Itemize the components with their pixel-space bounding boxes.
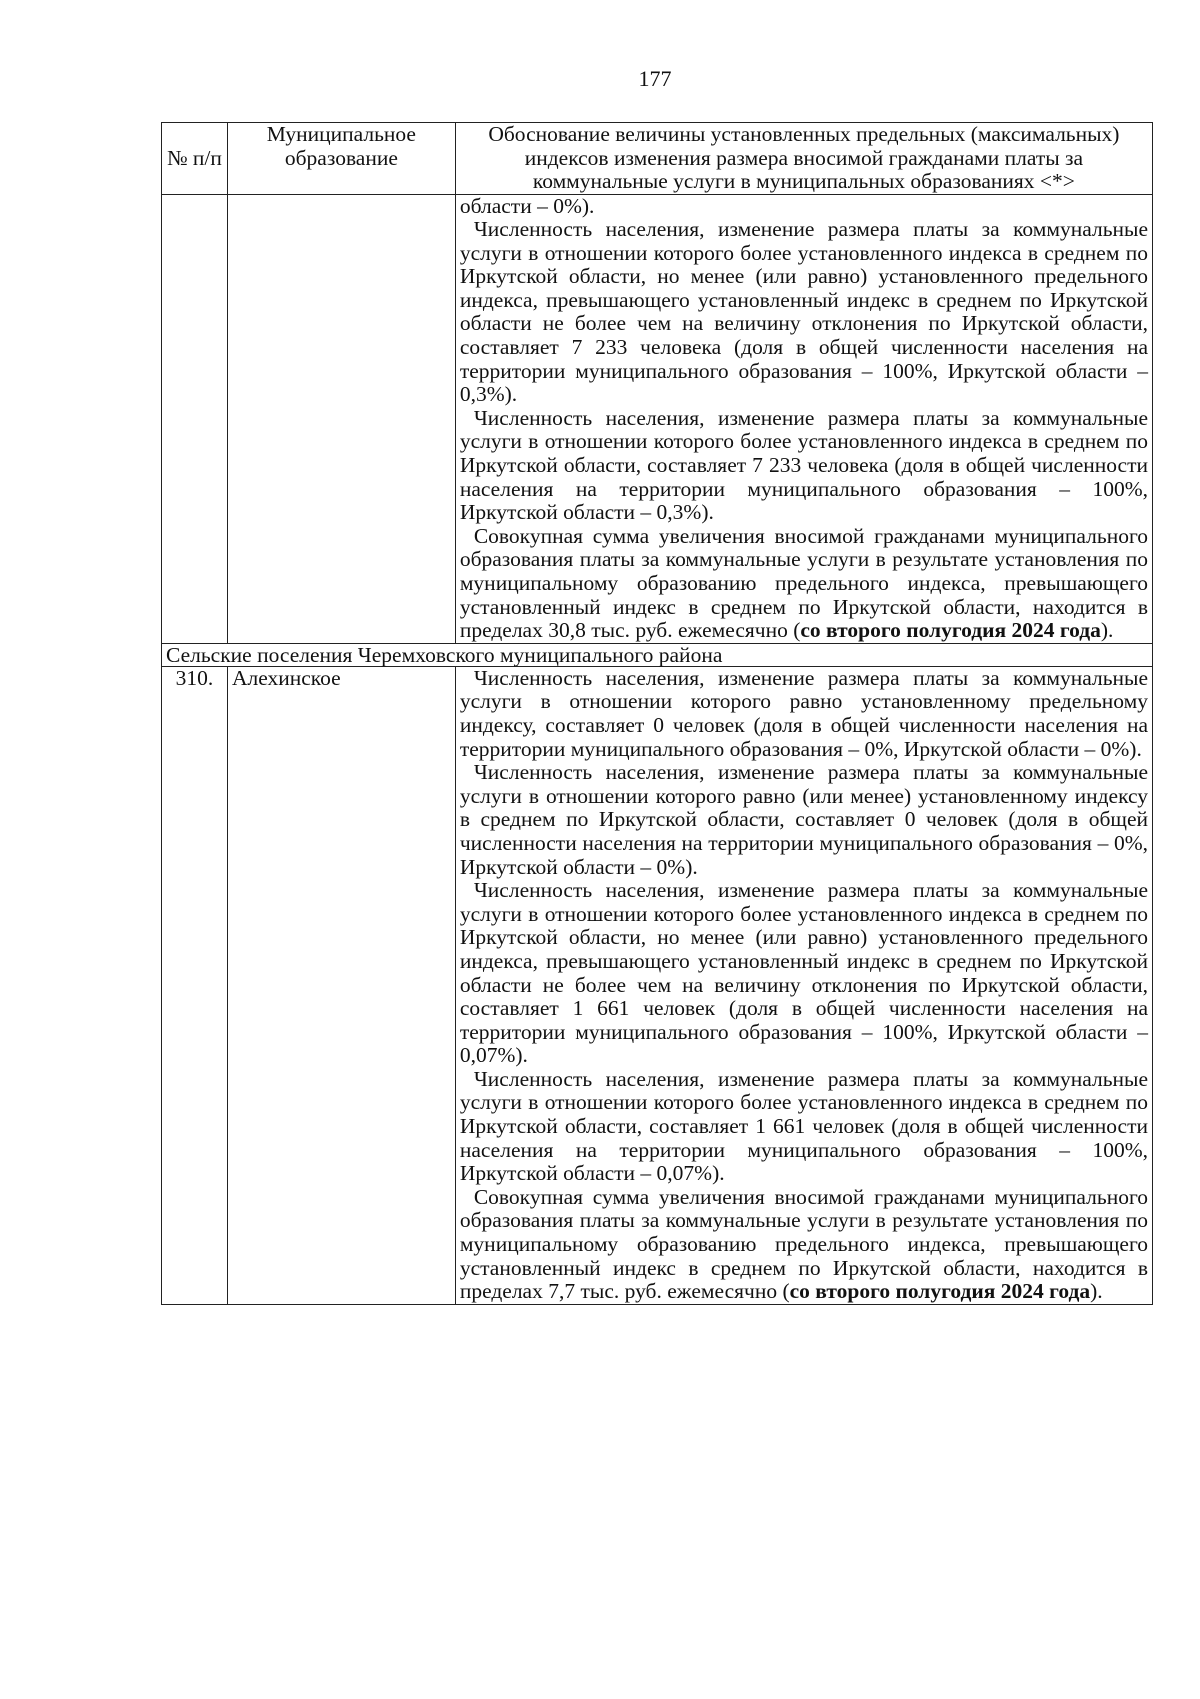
- total-period: со второго полугодия 2024 года: [800, 618, 1101, 643]
- paragraph: Численность населения, изменение размера платы за коммунальные услуги в отношении которого более установленного индекса в среднем по Иркутской области, составляет 7 233 человека (доля в общей численности населения на территории муниципального образования – 100%, Иркутской области – 0,3%).: [459, 405, 1148, 525]
- row-310-text-cell: [455, 666, 1152, 1304]
- table-row-310: [162, 666, 1153, 1304]
- municipality-name: Алехинское: [227, 666, 455, 1304]
- paragraph: Численность населения, изменение размера платы за коммунальные услуги в отношении которого более установленного индекса в среднем по Иркутской области, составляет 1 661 человек (доля в общей численности населения на территории муниципального образования – 100%, Иркутской области – 0,07%).: [459, 1066, 1148, 1186]
- header-justification: Обоснование величины установленных предельных (максимальных) индексов изменения размера вносимой гражданами платы за коммунальные услуги в муниципальных образованиях <*>: [455, 123, 1152, 195]
- paragraph: области – 0%).: [459, 193, 595, 218]
- total-period: со второго полугодия 2024 года: [789, 1279, 1091, 1304]
- continued-number-cell: [162, 194, 228, 643]
- continued-name-cell: [227, 194, 455, 643]
- header-number: № п/п: [162, 123, 228, 195]
- total-text: Совокупная сумма увеличения вносимой гражданами муниципального образования платы за коммунальные услуги в результате установления по муниципальному образованию предельного индекса, превышающего установленный индекс в среднем по Иркутской области, находится в пределах 30,8 тыс. руб. ежемесячно (: [459, 523, 1148, 643]
- table-row-continued: [162, 194, 1153, 643]
- continued-text-cell: [455, 194, 1152, 643]
- total-end: ).: [1100, 618, 1114, 643]
- paragraph: Численность населения, изменение размера платы за коммунальные услуги в отношении которого равно установленному предельному индексу, составляет 0 человек (доля в общей численности населения на территории муниципального образования – 0%, Иркутской области – 0%).: [459, 665, 1148, 761]
- total-end: ).: [1090, 1279, 1103, 1304]
- row-number: 310.: [162, 666, 228, 1304]
- paragraph: Численность населения, изменение размера платы за коммунальные услуги в отношении которого равно (или менее) установленному индексу в среднем по Иркутской области, составляет 0 человек (доля в общей численности населения на территории муниципального образования – 0%, Иркутской области – 0%).: [459, 760, 1148, 879]
- justification-table: [161, 122, 1153, 1305]
- total-text: Совокупная сумма увеличения вносимой гражданами муниципального образования платы за коммунальные услуги в результате установления по муниципальному образованию предельного индекса, превышающего установленный индекс в среднем по Иркутской области, находится в пределах 7,7 тыс. руб. ежемесячно (: [459, 1184, 1148, 1304]
- paragraph-total: [460, 525, 1148, 643]
- paragraph: Численность населения, изменение размера платы за коммунальные услуги в отношении которого более установленного индекса в среднем по Иркутской области, но менее (или равно) установленного предельного индекса, превышающего установленный индекс в среднем по Иркутской области не более чем на величину отклонения по Иркутской области, составляет 1 661 человек (доля в общей численности населения на территории муниципального образования – 100%, Иркутской области – 0,07%).: [459, 878, 1148, 1068]
- section-row: [162, 643, 1153, 666]
- paragraph-total: [460, 1186, 1148, 1304]
- header-municipality: Муниципальное образование: [227, 123, 455, 195]
- page-number: 177: [638, 66, 672, 91]
- table-header-row: [162, 123, 1153, 195]
- paragraph: Численность населения, изменение размера платы за коммунальные услуги в отношении которого более установленного индекса в среднем по Иркутской области, но менее (или равно) установленного предельного индекса, превышающего установленный индекс в среднем по Иркутской области не более чем на величину отклонения по Иркутской области, составляет 7 233 человека (доля в общей численности населения на территории муниципального образования – 100%, Иркутской области – 0,3%).: [459, 217, 1148, 407]
- section-title: Сельские поселения Черемховского муниципального района: [162, 643, 1153, 666]
